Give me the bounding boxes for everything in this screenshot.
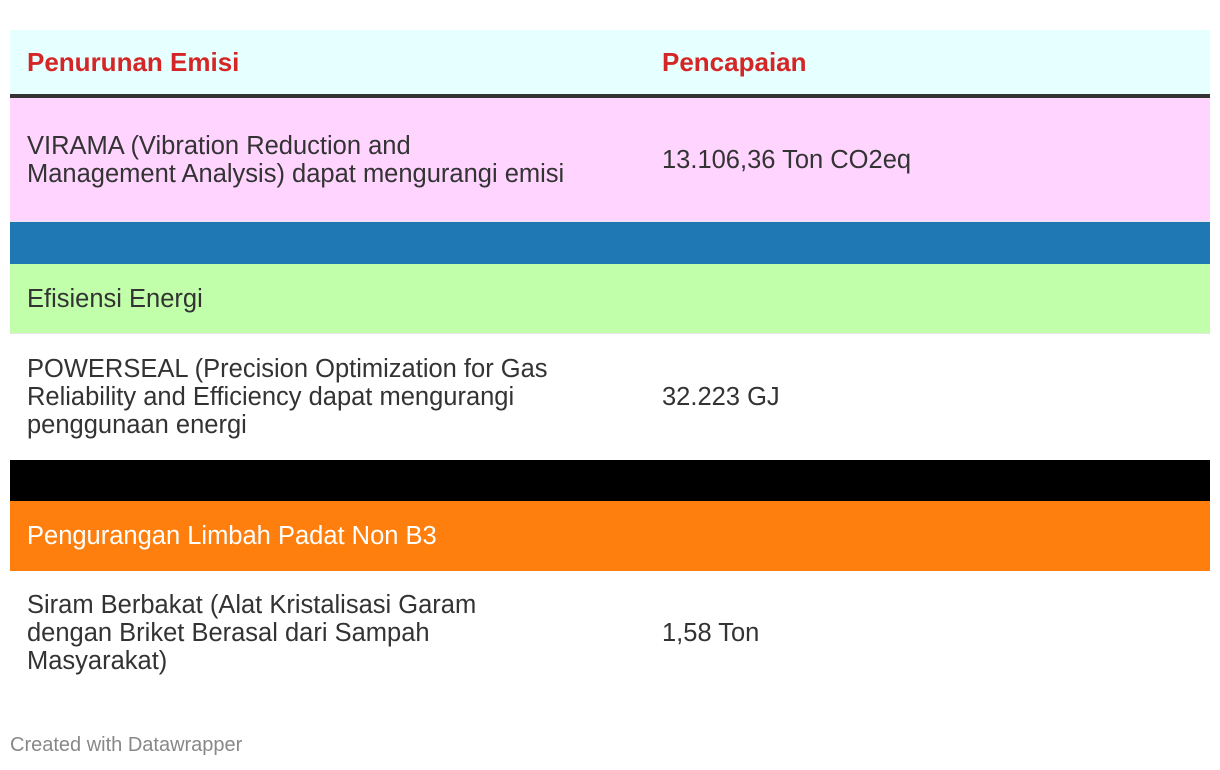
row-label: POWERSEAL (Precision Optimization for Gas Reliability and Efficiency dapat mengurangi penggunaan energi (27, 355, 548, 439)
table-row-separator-blue (10, 222, 1210, 264)
row-label: Siram Berbakat (Alat Kristalisasi Garam dengan Briket Berasal dari Sampah Masyarakat) (27, 591, 477, 675)
header-pencapaian: Pencapaian (662, 47, 807, 77)
row-label: VIRAMA (Vibration Reduction and Management Analysis) dapat mengurangi emisi (27, 131, 565, 188)
row-value: 13.106,36 Ton CO2eq (662, 145, 912, 174)
row-label: Pengurangan Limbah Padat Non B3 (27, 522, 437, 550)
table-row (10, 98, 1210, 222)
row-label: Efisiensi Energi (27, 284, 203, 313)
header-penurunan-emisi: Penurunan Emisi (27, 47, 240, 77)
table-row-section-limbah (10, 501, 1210, 571)
row-value: 32.223 GJ (662, 383, 780, 411)
table-row (10, 571, 1210, 695)
table-row-separator-black (10, 460, 1210, 501)
table-row (10, 334, 1210, 460)
data-table (10, 30, 1210, 695)
datawrapper-credit: Created with Datawrapper (10, 734, 243, 756)
table-row-section-efisiensi (10, 264, 1210, 334)
row-value: 1,58 Ton (662, 619, 760, 647)
table-header-row (10, 30, 1210, 98)
